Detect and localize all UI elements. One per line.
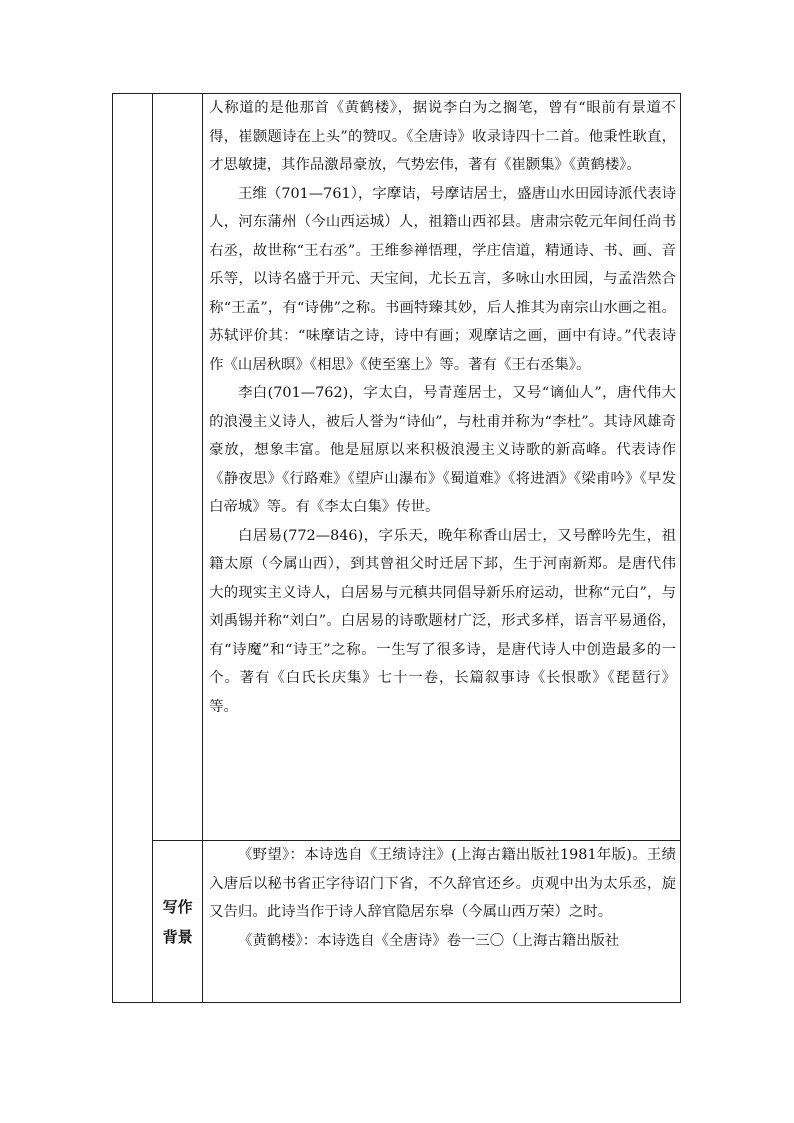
- background-content-cell: [203, 841, 681, 1003]
- author-paragraph-cuihao: 人称道的是他那首《黄鹤楼》，据说李白为之搁笔，曾有“眼前有景道不得，崔颢题诗在上头”的赞叹。《全唐诗》收录诗四十二首。他秉性耿直，才思敏捷，其作品激昂豪放，气势宏伟，著有《崔颢集》《黄鹤楼》。: [209, 100, 676, 173]
- author-paragraph-baijuyi: 白居易(772—846)，字乐天，晚年称香山居士，又号醉吟先生，祖籍太原（今属山西），到其曾祖父时迁居下邽，生于河南新郑。是唐代伟大的现实主义诗人，白居易与元稹共同倡导新乐府运动，世称“元白”，与刘禹锡并称“刘白”。白居易的诗歌题材广泛，形式多样，语言平易通俗，有“诗魔”和“诗王”之称。一生写了很多诗，是唐代诗人中创造最多的一个。著有《白氏长庆集》七十一卷，长篇叙事诗《长恨歌》《琵琶行》等。: [209, 527, 676, 715]
- author-paragraph-libai: 李白(701—762)，字太白，号青莲居士，又号“谪仙人”，唐代伟大的浪漫主义诗人，被后人誉为“诗仙”，与杜甫并称为“李杜”。其诗风雄奇豪放，想象丰富。他是屈原以来积极浪漫主义诗歌的新高峰。代表诗作《静夜思》《行路难》《望庐山瀑布》《蜀道难》《将进酒》《梁甫吟》《早发白帝城》等。有《李太白集》传世。: [209, 385, 676, 515]
- content-table: [112, 93, 681, 1003]
- background-paragraph-huanghelou: 《黄鹤楼》：本诗选自《全唐诗》卷一三〇（上海古籍出版社: [237, 932, 620, 949]
- authors-content: [203, 94, 680, 721]
- author-paragraph-wangwei: 王维（701—761），字摩诘，号摩诘居士，盛唐山水田园诗派代表诗人，河东蒲州（今山西运城）人，祖籍山西祁县。唐肃宗乾元年间任尚书右丞，故世称“王右丞”。王维参禅悟理，学庄信道，精通诗、书、画、音乐等，以诗名盛于开元、天宝间，尤长五言，多咏山水田园，与孟浩然合称“王孟”，有“诗佛”之称。书画特臻其妙，后人推其为南宗山水画之祖。苏轼评价其：“味摩诘之诗，诗中有画；观摩诘之画，画中有诗。”代表诗作《山居秋暝》《相思》《使至塞上》等。著有《王右丞集》。: [209, 185, 676, 373]
- table-row-authors: [113, 94, 681, 841]
- background-label-cell: [153, 841, 203, 1003]
- outer-label-cell: [113, 94, 153, 1003]
- background-content: [203, 841, 680, 955]
- background-label: 写作背景: [162, 897, 193, 946]
- background-paragraph-yewang: 《野望》：本诗选自《王绩诗注》(上海古籍出版社1981年版)。王绩入唐后以秘书省正字待诏门下省，不久辞官还乡。贞观中出为太乐丞，旋又告归。此诗当作于诗人辞官隐居东皋（今属山西万荣）之时。: [209, 847, 676, 920]
- authors-label-cell: [153, 94, 203, 841]
- authors-content-cell: [203, 94, 681, 841]
- table-row-background: [113, 841, 681, 1003]
